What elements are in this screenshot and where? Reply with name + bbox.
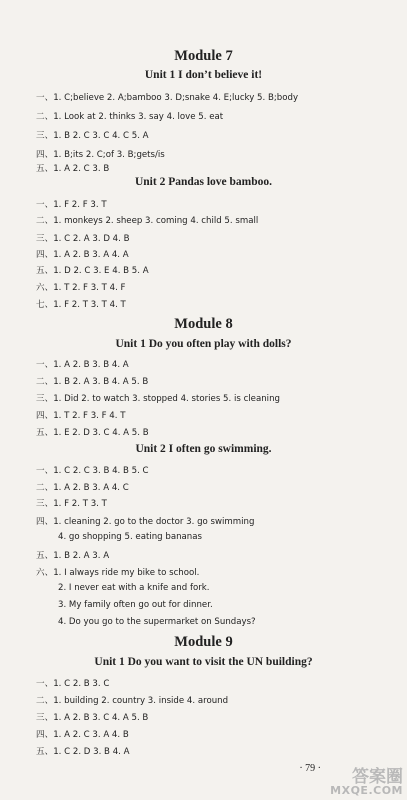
answer-line: 四、1. A 2. B 3. A 4. A xyxy=(36,250,129,260)
watermark-top-text: 答案圈 xyxy=(352,767,403,787)
watermark-logo xyxy=(327,762,403,798)
answer-line: 一、1. C 2. B 3. C xyxy=(36,679,110,689)
watermark-bottom-text: MXQE.COM xyxy=(330,784,403,797)
answer-line: 二、1. monkeys 2. sheep 3. coming 4. child 5. small xyxy=(36,216,259,226)
answer-line: 4. go shopping 5. eating bananas xyxy=(58,532,202,542)
unit-title: Unit 2 Pandas love bamboo. xyxy=(134,176,273,188)
answer-line: 4. Do you go to the supermarket on Sundays? xyxy=(58,617,256,627)
answer-line: 七、1. F 2. T 3. T 4. T xyxy=(36,300,126,310)
unit-title: Unit 1 Do you want to visit the UN building? xyxy=(94,656,313,668)
answer-line: 3. My family often go out for dinner. xyxy=(58,600,213,610)
answer-line: 四、1. T 2. F 3. F 4. T xyxy=(36,411,126,421)
module-title: Module 7 xyxy=(174,48,233,64)
answer-line: 四、1. A 2. C 3. A 4. B xyxy=(36,730,129,740)
answer-line: 五、1. E 2. D 3. C 4. A 5. B xyxy=(36,428,149,438)
answer-line: 六、1. I always ride my bike to school. xyxy=(36,568,200,578)
answer-line: 二、1. Look at 2. thinks 3. say 4. love 5. eat xyxy=(36,112,224,122)
answer-line: 三、1. F 2. T 3. T xyxy=(36,499,107,509)
answer-line: 五、1. C 2. D 3. B 4. A xyxy=(36,747,130,757)
unit-title: Unit 1 I don’t believe it! xyxy=(144,69,263,81)
answer-line: 六、1. T 2. F 3. T 4. F xyxy=(36,283,126,293)
module-title: Module 9 xyxy=(174,634,233,650)
answer-line: 三、1. B 2. C 3. C 4. C 5. A xyxy=(36,131,149,141)
answer-line: 五、1. B 2. A 3. A xyxy=(36,551,110,561)
answer-line: 四、1. B;its 2. C;of 3. B;gets/is xyxy=(36,150,165,160)
answer-line: 一、1. A 2. B 3. B 4. A xyxy=(36,360,129,370)
answer-line: 二、1. building 2. country 3. inside 4. around xyxy=(36,696,229,706)
answer-line: 五、1. A 2. C 3. B xyxy=(36,164,110,174)
answer-line: 三、1. C 2. A 3. D 4. B xyxy=(36,234,130,244)
answer-line: 五、1. D 2. C 3. E 4. B 5. A xyxy=(36,266,149,276)
unit-title: Unit 2 I often go swimming. xyxy=(135,443,272,455)
answer-line: 三、1. Did 2. to watch 3. stopped 4. stories 5. is cleaning xyxy=(36,394,280,404)
page-number: · 79 · xyxy=(299,763,321,774)
answer-line: 一、1. C 2. C 3. B 4. B 5. C xyxy=(36,466,149,476)
unit-title: Unit 1 Do you often play with dolls? xyxy=(115,338,292,350)
answer-line: 三、1. A 2. B 3. C 4. A 5. B xyxy=(36,713,149,723)
answer-line: 2. I never eat with a knife and fork. xyxy=(58,583,210,593)
answer-line: 一、1. C;believe 2. A;bamboo 3. D;snake 4. E;lucky 5. B;body xyxy=(36,93,299,103)
answer-line: 二、1. A 2. B 3. A 4. C xyxy=(36,483,129,493)
answer-line: 二、1. B 2. A 3. B 4. A 5. B xyxy=(36,377,149,387)
module-title: Module 8 xyxy=(174,316,233,332)
answer-line: 四、1. cleaning 2. go to the doctor 3. go swimming xyxy=(36,517,255,527)
answer-line: 一、1. F 2. F 3. T xyxy=(36,200,107,210)
